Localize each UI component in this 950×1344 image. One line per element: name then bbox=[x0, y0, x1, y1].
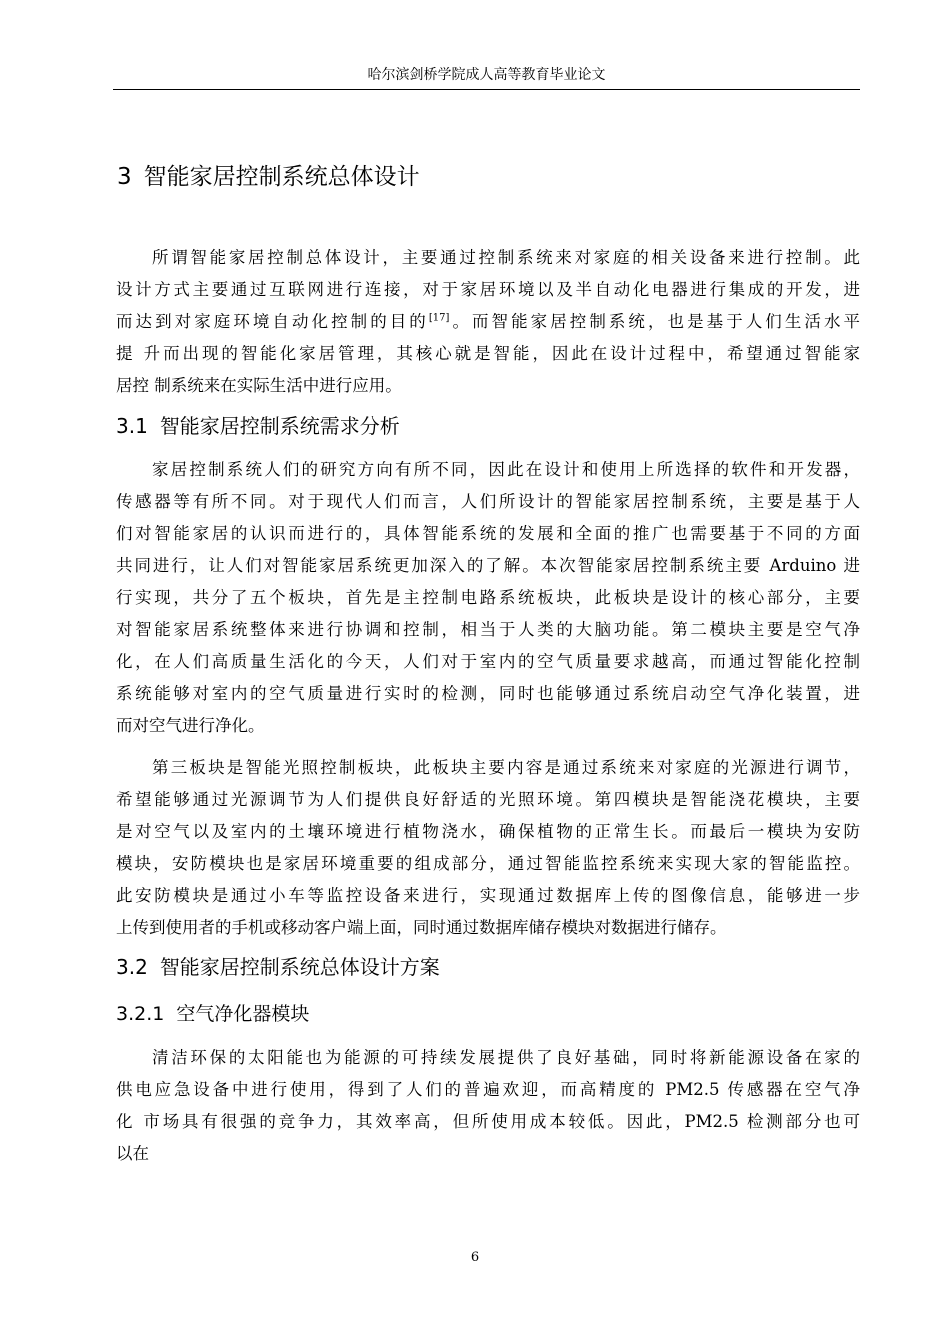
paragraph-line: 设计方式主要通过互联网进行连接，对于家居环境以及半自动化电器进行集成的开发，进 bbox=[116, 280, 860, 299]
paragraph-line: 第三板块是智能光照控制板块，此板块主要内容是通过系统来对家庭的光源进行调节， bbox=[152, 758, 860, 777]
paragraph-line: 上传到使用者的手机或移动客户端上面，同时通过数据库储存模块对数据进行储存。 bbox=[116, 918, 727, 937]
section-title: 智能家居控制系统需求分析 bbox=[159, 414, 400, 438]
chapter-number: 3 bbox=[117, 164, 132, 190]
paragraph-line: 传感器等有所不同。对于现代人们而言，人们所设计的智能家居控制系统，主要是基于人 bbox=[116, 492, 860, 511]
page-number: 6 bbox=[470, 1250, 480, 1265]
section-title: 智能家居控制系统总体设计方案 bbox=[159, 955, 440, 979]
citation-mark: [17] bbox=[428, 312, 450, 324]
section-3-1-paragraph-1 bbox=[116, 454, 860, 742]
paragraph-line: 模块，安防模块也是家居环境重要的组成部分，通过智能监控系统来实现大家的智能监控。 bbox=[116, 854, 860, 873]
section-3-2-1-paragraph bbox=[116, 1042, 860, 1170]
paragraph-line: 提 升而出现的智能化家居管理，其核心就是智能，因此在设计过程中，希望通过智能家 bbox=[116, 344, 860, 363]
subsection-title: 空气净化器模块 bbox=[176, 1003, 310, 1025]
paragraph-line: 希望能够通过光源调节为人们提供良好舒适的光照环境。第四模块是智能浇花模块，主要 bbox=[116, 790, 860, 809]
chapter-heading bbox=[117, 162, 420, 192]
paragraph-line: 供电应急设备中进行使用，得到了人们的普遍欢迎，而高精度的 PM2.5 传感器在空气净 bbox=[116, 1080, 860, 1099]
subsection-number: 3.2.1 bbox=[116, 1003, 165, 1025]
paragraph-line-text: 。而智能家居控制系统，也是基于人们生活水平 bbox=[449, 312, 860, 331]
section-3-1-paragraph-2 bbox=[116, 752, 860, 944]
paragraph-line: 是对空气以及室内的土壤环境进行植物浇水，确保植物的正常生长。而最后一模块为安防 bbox=[116, 822, 860, 841]
paragraph-line: 家居控制系统人们的研究方向有所不同，因此在设计和使用上所选择的软件和开发器， bbox=[152, 460, 860, 479]
paragraph-line: 清洁环保的太阳能也为能源的可持续发展提供了良好基础，同时将新能源设备在家的 bbox=[152, 1048, 860, 1067]
paragraph-line: 居控 制系统来在实际生活中进行应用。 bbox=[116, 376, 402, 395]
paragraph-line bbox=[116, 306, 860, 338]
section-heading-3-2 bbox=[116, 953, 440, 981]
chapter-title: 智能家居控制系统总体设计 bbox=[143, 164, 420, 190]
paragraph-line: 而对空气进行净化。 bbox=[116, 716, 265, 735]
paragraph-line: 以在 bbox=[116, 1144, 149, 1163]
paragraph-line: 对智能家居系统整体来进行协调和控制，相当于人类的大脑功能。第二模块主要是空气净 bbox=[116, 620, 860, 639]
paragraph-line: 所谓智能家居控制总体设计，主要通过控制系统来对家庭的相关设备来进行控制。此 bbox=[152, 248, 860, 267]
subsection-heading-3-2-1 bbox=[116, 1000, 309, 1028]
paragraph-line: 们对智能家居的认识而进行的，具体智能系统的发展和全面的推广也需要基于不同的方面 bbox=[116, 524, 860, 543]
paragraph-line: 行实现，共分了五个板块，首先是主控制电路系统板块，此板块是设计的核心部分，主要 bbox=[116, 588, 860, 607]
paragraph-line: 此安防模块是通过小车等监控设备来进行，实现通过数据库上传的图像信息，能够进一步 bbox=[116, 886, 860, 905]
paragraph-line-text: 而达到对家庭环境自动化控制的目的 bbox=[116, 312, 429, 331]
intro-paragraph bbox=[116, 242, 860, 402]
section-number: 3.2 bbox=[116, 955, 148, 979]
paragraph-line: 化 市场具有很强的竞争力，其效率高，但所使用成本较低。因此，PM2.5 检测部分也可 bbox=[116, 1112, 860, 1131]
section-number: 3.1 bbox=[116, 414, 148, 438]
section-heading-3-1 bbox=[116, 412, 400, 440]
page-header: 哈尔滨剑桥学院成人高等教育毕业论文 bbox=[367, 67, 606, 83]
paragraph-line: 共同进行，让人们对智能家居系统更加深入的了解。本次智能家居控制系统主要 Arduino 进 bbox=[116, 556, 860, 575]
header-divider bbox=[113, 89, 860, 90]
paragraph-line: 系统能够对室内的空气质量进行实时的检测，同时也能够通过系统启动空气净化装置，进 bbox=[116, 684, 860, 703]
paragraph-line: 化，在人们高质量生活化的今天，人们对于室内的空气质量要求越高，而通过智能化控制 bbox=[116, 652, 860, 671]
